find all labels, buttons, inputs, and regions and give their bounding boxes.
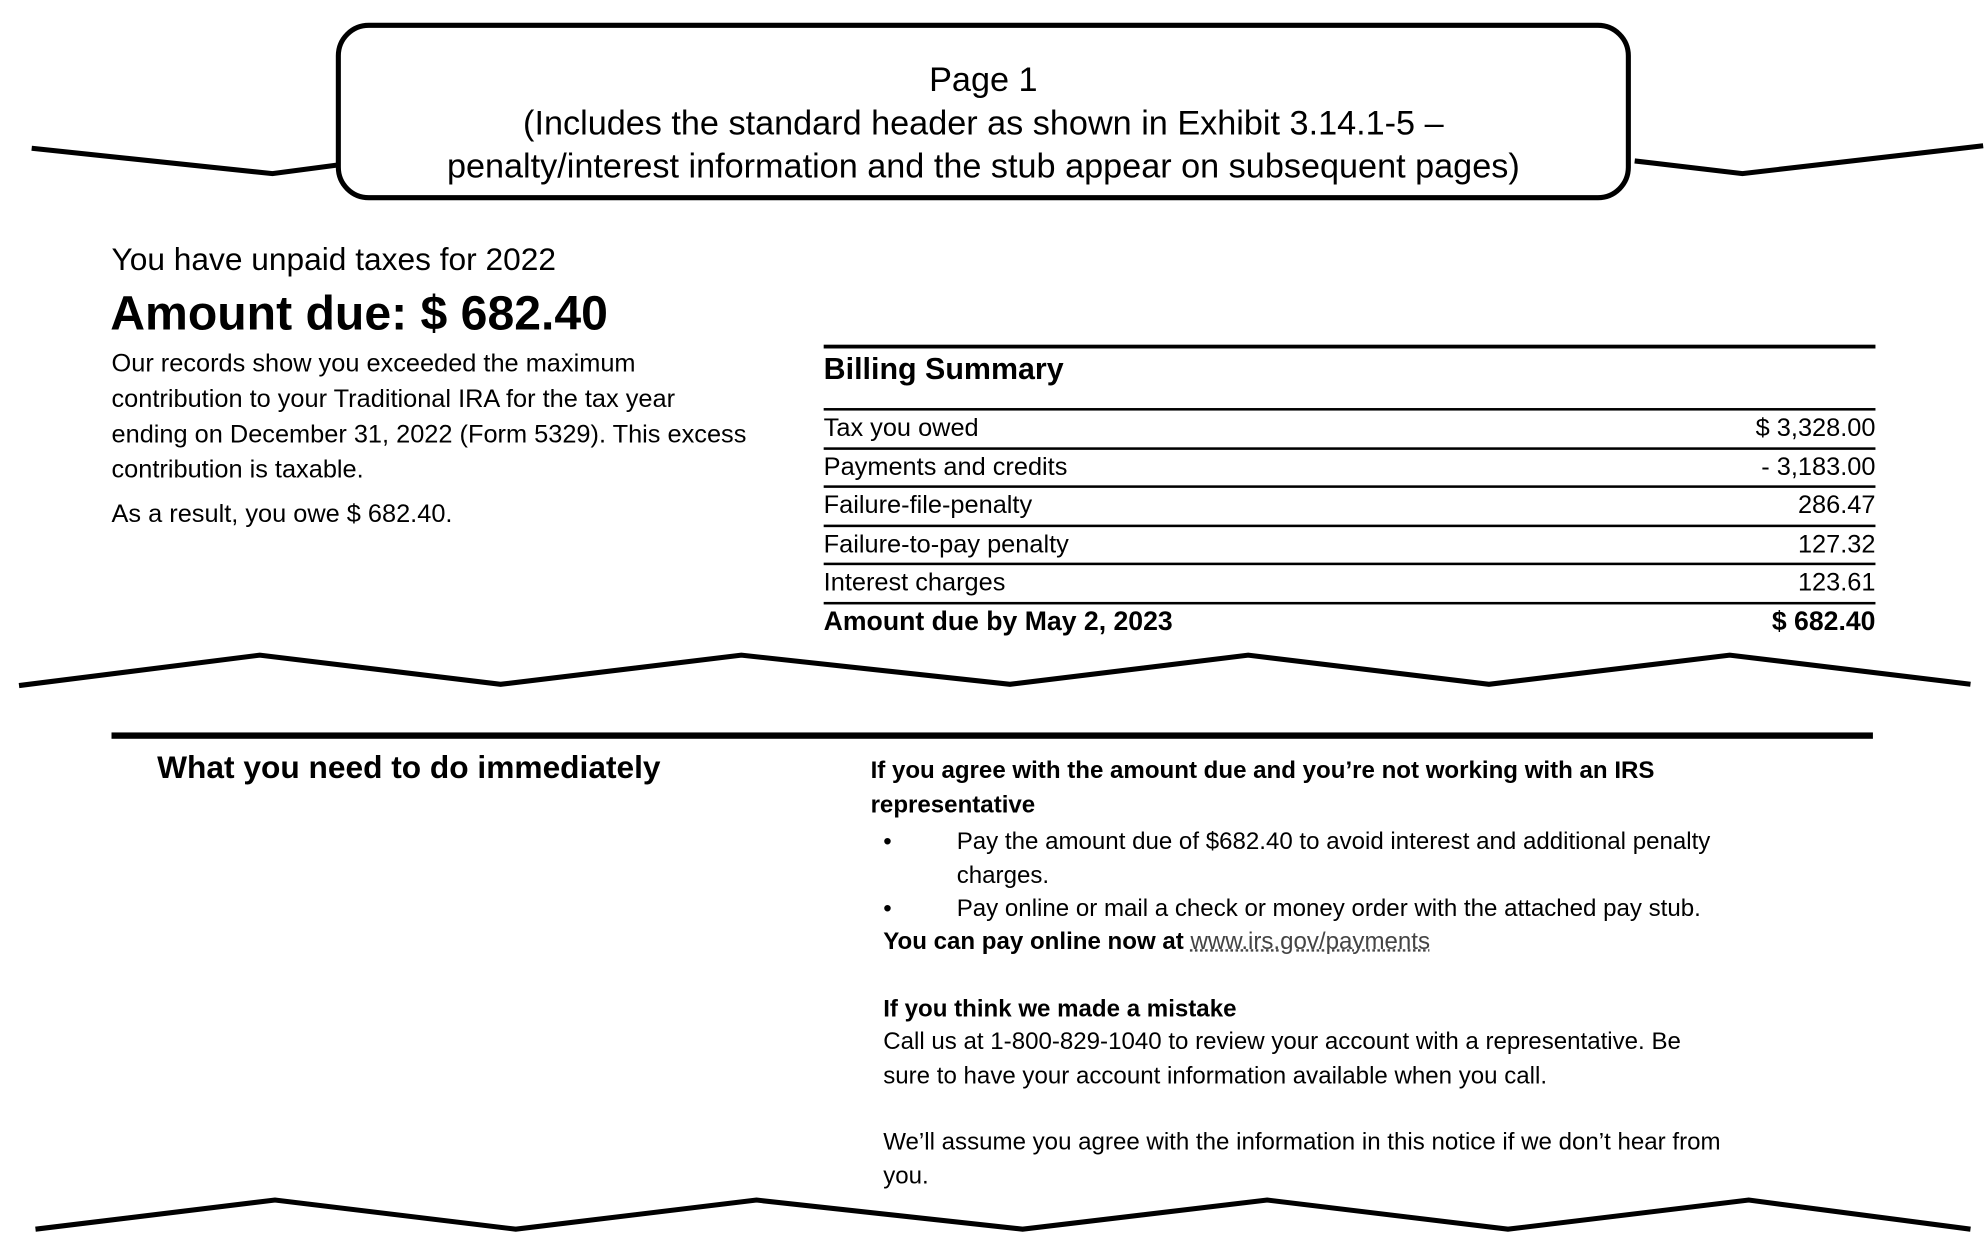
row-label: Failure-file-penalty bbox=[823, 491, 1033, 520]
top-zigzag-left bbox=[32, 148, 340, 173]
top-zigzag-right bbox=[1635, 146, 1983, 174]
bottom-zigzag bbox=[35, 1200, 1970, 1229]
table-row bbox=[824, 524, 1876, 563]
agree-heading-line: representative bbox=[870, 791, 1036, 818]
table-row bbox=[824, 485, 1876, 524]
table-row bbox=[824, 447, 1876, 486]
header-line-1: Page 1 bbox=[929, 60, 1038, 99]
page-header-placeholder-box bbox=[336, 23, 1631, 200]
explanation-paragraph bbox=[112, 346, 747, 488]
mistake-line: sure to have your account information available when you call. bbox=[883, 1062, 1548, 1090]
row-value: 286.47 bbox=[1797, 491, 1876, 520]
pay-online-text: You can pay online now at bbox=[883, 928, 1191, 956]
header-line-2: (Includes the standard header as shown in Exhibit 3.14.1-5 – bbox=[523, 103, 1444, 142]
explanation-line: contribution is taxable. bbox=[111, 456, 364, 485]
explanation-line: ending on December 31, 2022 (Form 5329). This excess bbox=[111, 420, 747, 449]
row-value: $ 3,328.00 bbox=[1755, 414, 1876, 443]
row-value: 123.61 bbox=[1797, 568, 1876, 597]
agree-heading bbox=[871, 755, 1655, 822]
total-row bbox=[824, 601, 1876, 640]
bullet-text: Pay online or mail a check or money order with the attached pay stub. bbox=[956, 895, 1701, 923]
irs-payments-link[interactable]: www.irs.gov/payments bbox=[1190, 928, 1431, 956]
row-label: Interest charges bbox=[823, 568, 1006, 597]
mistake-line: Call us at 1-800-829-1040 to review your account with a representative. Be bbox=[883, 1028, 1681, 1056]
mistake-text bbox=[883, 1026, 1681, 1093]
total-label: Amount due by May 2, 2023 bbox=[823, 606, 1173, 636]
mistake-heading: If you think we made a mistake bbox=[883, 996, 1237, 1023]
bullet-text: charges. bbox=[956, 862, 1050, 889]
row-label: Failure-to-pay penalty bbox=[823, 530, 1069, 559]
assume-line: We’ll assume you agree with the information in this notice if we don’t hear from bbox=[883, 1129, 1721, 1156]
header-line-3: penalty/interest information and the stub appear on subsequent pages) bbox=[446, 146, 1520, 186]
explanation-line: contribution to your Traditional IRA for the tax year bbox=[111, 385, 676, 414]
assume-line: you. bbox=[883, 1162, 929, 1190]
row-value: - 3,183.00 bbox=[1761, 453, 1876, 481]
pay-online-line bbox=[883, 926, 1430, 960]
actions-heading: What you need to do immediately bbox=[157, 750, 661, 786]
row-label: Tax you owed bbox=[823, 414, 979, 443]
section-divider bbox=[112, 732, 1873, 738]
agree-heading-line: If you agree with the amount due and you’re not working with an IRS bbox=[870, 757, 1655, 785]
bullet-icon: • bbox=[883, 828, 892, 856]
total-value: $ 682.40 bbox=[1771, 606, 1876, 636]
bullet-text: Pay the amount due of $682.40 to avoid interest and additional penalty bbox=[956, 828, 1711, 856]
middle-zigzag bbox=[19, 655, 1970, 685]
notice-subtitle: You have unpaid taxes for 2022 bbox=[111, 242, 556, 278]
bullet-list bbox=[883, 826, 1710, 927]
bullet-icon: • bbox=[883, 895, 892, 923]
assume-text bbox=[883, 1127, 1720, 1194]
list-item bbox=[883, 826, 1710, 893]
amount-due-heading: Amount due: $ 682.40 bbox=[110, 287, 608, 341]
row-value: 127.32 bbox=[1797, 530, 1876, 559]
table-row bbox=[824, 563, 1876, 602]
table-row bbox=[824, 408, 1876, 447]
billing-summary-table bbox=[824, 345, 1876, 640]
billing-summary-title: Billing Summary bbox=[824, 345, 1876, 408]
explanation-line: Our records show you exceeded the maximum bbox=[111, 349, 636, 378]
list-item bbox=[883, 893, 1710, 927]
result-text: As a result, you owe $ 682.40. bbox=[111, 500, 453, 529]
row-label: Payments and credits bbox=[823, 453, 1068, 481]
